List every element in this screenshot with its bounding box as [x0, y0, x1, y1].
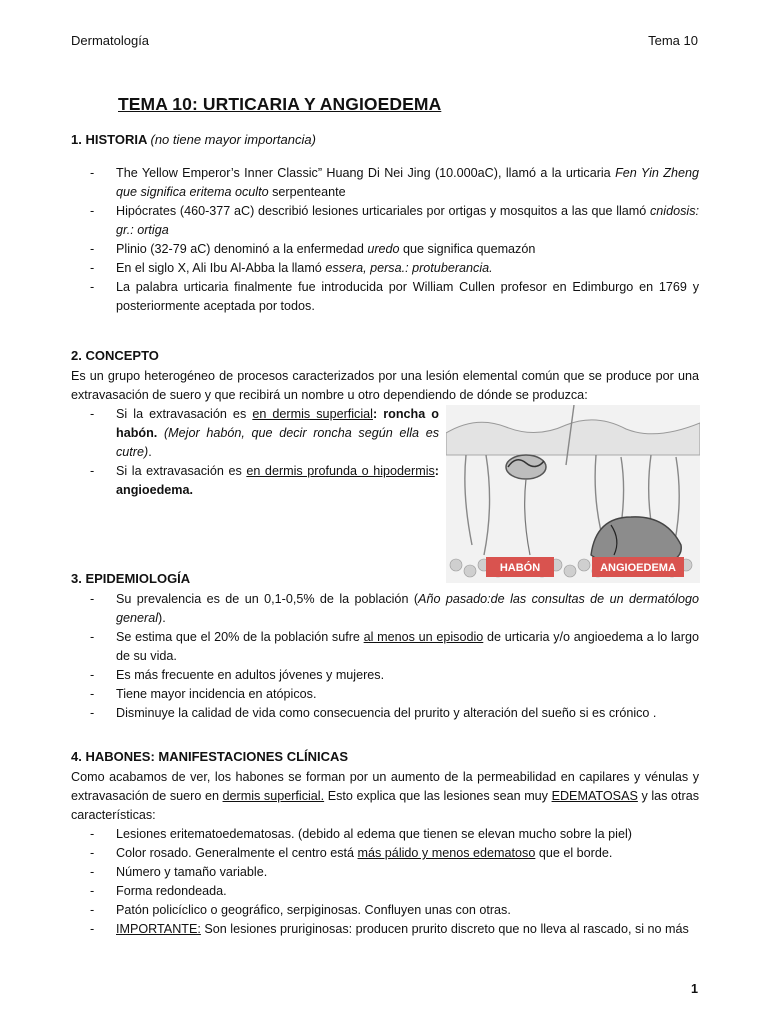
header-left: Dermatología [71, 33, 150, 48]
historia-heading-note: (no tiene mayor importancia) [150, 132, 316, 147]
historia-list [71, 164, 699, 316]
habones-list [71, 825, 699, 939]
list-item: - Hipócrates (460-377 aC) describió lesiones urticariales por ortigas y mosquitos a las que llamó cnidosis: gr.: ortiga [71, 202, 699, 240]
list-item: - Se estima que el 20% de la población sufre al menos un episodio de urticaria y/o angioedema a lo largo de su vida. [71, 628, 699, 666]
list-item: - Lesiones eritematoedematosas. (debido al edema que tienen se elevan mucho sobre la piel) [71, 825, 699, 844]
list-item: - La palabra urticaria finalmente fue introducida por William Cullen profesor en Edimburgo en 1769 y posteriormente aceptada por todos. [71, 278, 699, 316]
label-angioedema: ANGIOEDEMA [600, 562, 676, 574]
list-item: - Si la extravasación es en dermis profunda o hipodermis: angioedema. [71, 462, 439, 500]
page-number: 1 [690, 982, 698, 996]
skin-diagram-image [446, 405, 700, 583]
section-historia-heading [71, 132, 316, 147]
list-item: - En el siglo X, Ali Ibu Al-Abba la llamó essera, persa.: protuberancia. [71, 259, 699, 278]
section-epidemiologia-heading: 3. EPIDEMIOLOGÍA [71, 571, 191, 586]
page-title: TEMA 10: URTICARIA Y ANGIOEDEMA [118, 94, 442, 114]
header-right: Tema 10 [648, 33, 698, 48]
list-item: - IMPORTANTE: Son lesiones pruriginosas: producen prurito discreto que no lleva al rascado, si no más [71, 920, 699, 939]
concepto-intro: Es un grupo heterogéneo de procesos caracterizados por una lesión elemental común que se produce por una extravasación de suero y que recibirá un nombre u otro dependiendo de dónde se produzca: [71, 369, 699, 402]
label-habon: HABÓN [499, 562, 541, 574]
historia-heading-text: 1. HISTORIA [71, 132, 147, 147]
list-item: - Forma redondeada. [71, 882, 699, 901]
concepto-list [71, 405, 439, 500]
list-item: - Tiene mayor incidencia en atópicos. [71, 685, 699, 704]
list-item: - Si la extravasación es en dermis superficial: roncha o habón. (Mejor habón, que decir roncha según ella es cutre). [71, 405, 439, 462]
list-item: - Su prevalencia es de un 0,1-0,5% de la población (Año pasado:de las consultas de un dermatólogo general). [71, 590, 699, 628]
list-item: - Color rosado. Generalmente el centro está más pálido y menos edematoso que el borde. [71, 844, 699, 863]
habones-intro: Como acabamos de ver, los habones se forman por un aumento de la permeabilidad en capilares y vénulas y extravasación de suero en dermis superficial. Esto explica que las lesiones sean muy EDEMATOSAS y las otras características: [71, 770, 700, 822]
list-item: - Plinio (32-79 aC) denominó a la enfermedad uredo que significa quemazón [71, 240, 699, 259]
list-item: - Disminuye la calidad de vida como consecuencia del prurito y alteración del sueño si es crónico . [71, 704, 699, 723]
epidemiologia-list [71, 590, 699, 723]
list-item: - Es más frecuente en adultos jóvenes y mujeres. [71, 666, 699, 685]
list-item: - Patón policíclico o geográfico, serpiginosas. Confluyen unas con otras. [71, 901, 699, 920]
section-concepto-heading: 2. CONCEPTO [71, 348, 159, 363]
section-habones-heading: 4. HABONES: MANIFESTACIONES CLÍNICAS [71, 749, 349, 764]
list-item: - The Yellow Emperor’s Inner Classic” Huang Di Nei Jing (10.000aC), llamó a la urticaria Fen Yin Zheng que significa eritema oculto serpenteante [71, 164, 699, 202]
list-item: - Número y tamaño variable. [71, 863, 699, 882]
